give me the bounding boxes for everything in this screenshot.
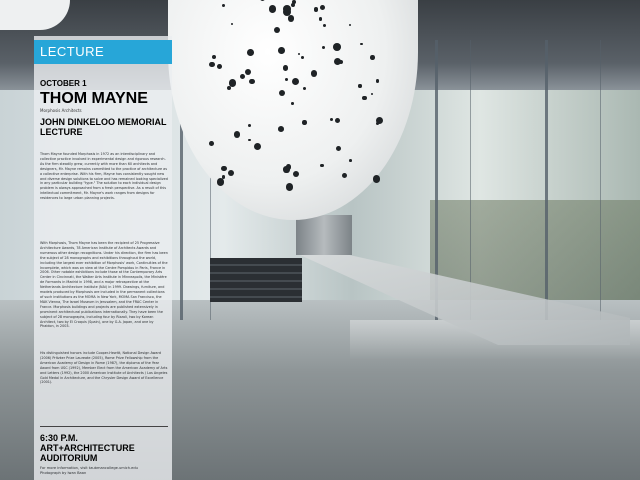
perforation [362,96,367,101]
perforation [376,79,379,82]
perforation [234,131,240,137]
perforation [269,5,276,12]
perforation [302,120,306,124]
perforation [279,90,285,96]
perforation [319,17,322,20]
bio-paragraph: Thom Mayne founded Morphosis in 1972 as an interdisciplinary and collective practice involved in experimental design and rigorous research. As the firm steadily grew, currently with more than 60 architects and designers, Mr. Mayne remains committed to the practice of architecture as a collective enterprise. With his firm, Mayne has consistently sought new and diverse design solutions to solve and has remained looking specialized in any particular building "type." The solution to each individual design problem is always approached from a fresh perspective. As a result of this intellectual commitment, Mr. Mayne's work ranges from designs for residences to large urban planning projects. [40,152,168,201]
perforation [209,62,215,68]
perforation [283,166,289,172]
bio-paragraph: With Morphosis, Thom Mayne has been the recipient of 25 Progressive Architecture Awards, 78 American Institute of Architects Awards and numerous other design recognitions. Under his direction, the firm has been the subject of 28 monographs and exhibitions throughout the world, including the largest ever exhibition of Morphosis' work, Continuities of the Incomplete, which was on view at the Centre Pompidou in Paris, France in 2006. Other notable exhibitions include those at the Contemporary Arts Center in Cincinnati, the Walker Arts Institute in Minneapolis, the Ministère de Formants in Madrid in 1998, and a major retrospective at the Netherlands Architecture Institute (NAi) in 1999. Drawings, furniture, and models produced by Morphosis are included in the permanent collections of such institutions as the MOMA in New York, MOMA San Francisco, the MAK Vienna, The Israel Museum in Jerusalem, and the FRAC Center in France. Morphosis buildings and projects are published extensively in prominent architectural publications internationally. They have been the subject of 28 monographs, including four by Rizzoli, two by Korean Architect, two by El Croquis (Spain), one by G.A. Japan, and one by Phaidon, in 2003. [40,241,168,329]
lecture-header: LECTURE [34,40,172,64]
perforation [314,7,318,11]
perforation [288,15,295,22]
perforation [342,173,347,178]
perforation [298,53,300,55]
perforation [358,84,361,87]
perforation [285,78,289,82]
perforation [222,4,225,7]
perforation [292,78,299,85]
perforation [291,3,295,7]
speaker-affiliation: Morphosis Architects [40,108,82,113]
perforation [212,55,216,59]
mullion [600,40,601,320]
staircase [210,258,302,302]
event-venue: ART+ARCHITECTURE AUDITORIUM [40,443,135,463]
perforation [303,87,306,90]
perforation [248,139,251,142]
perforation [254,143,261,150]
perforation [320,5,325,10]
event-date: OCTOBER 1 [40,79,87,88]
perforation [247,49,254,56]
footnote [40,466,168,475]
support-column [296,215,352,255]
lecture-title: JOHN DINKELOO MEMORIAL LECTURE [40,117,167,137]
perforation [278,47,285,54]
perforation [283,65,288,70]
perforation [311,70,318,77]
perforation [333,43,341,51]
perforation [373,175,380,182]
event-time: 6:30 P.M. [40,433,78,443]
perforation [240,74,245,79]
perforation [222,175,225,178]
perforation [349,24,351,26]
perforation [228,170,234,176]
perforation [291,102,294,105]
perforation [217,64,222,69]
perforation [335,118,340,123]
perforation [245,69,251,75]
perforation [217,178,225,186]
footnote-line: Photograph by Iwan Baan [40,470,87,475]
perforation [286,183,293,190]
perforation [293,171,299,177]
perforation [301,56,304,59]
perforation [349,159,352,162]
perforation [336,146,341,151]
bio-paragraph: His distinguished honors include Cooper-Hewitt, National Design Award (2006) Pritzker Prize Laureate (2005), Rome Prize Fellowship from the American Academy of Design in Rome (1987), the diploma of the Year Award from USC (1992), Member Elect from the American Academy of Arts and Letters (1992), the 2000 American Institute of Architects / Los Angeles Gold Medal in Architecture, and the Chrysler Design Award of Excellence (2001). [40,351,168,385]
perforation [248,124,251,127]
perforation [274,27,280,33]
mullion [470,40,471,320]
perforation [231,23,233,25]
perforation [221,166,227,172]
perforation [227,86,231,90]
perforation [360,43,362,45]
perforation [370,55,375,60]
perforation [330,118,334,122]
perforation [376,122,379,125]
speaker-name: THOM MAYNE [40,90,148,107]
perforation [260,0,266,1]
perforation [320,164,323,167]
perforation [322,46,325,49]
mullion [545,40,548,320]
footnote-line[interactable]: For more information, visit taubmancollege.umich.edu [40,466,138,470]
perforation [249,79,254,84]
perforation [278,126,284,132]
divider [40,426,168,427]
perforation [283,5,291,13]
perforation [371,93,373,95]
perforation [323,24,326,27]
perforation [209,141,214,146]
